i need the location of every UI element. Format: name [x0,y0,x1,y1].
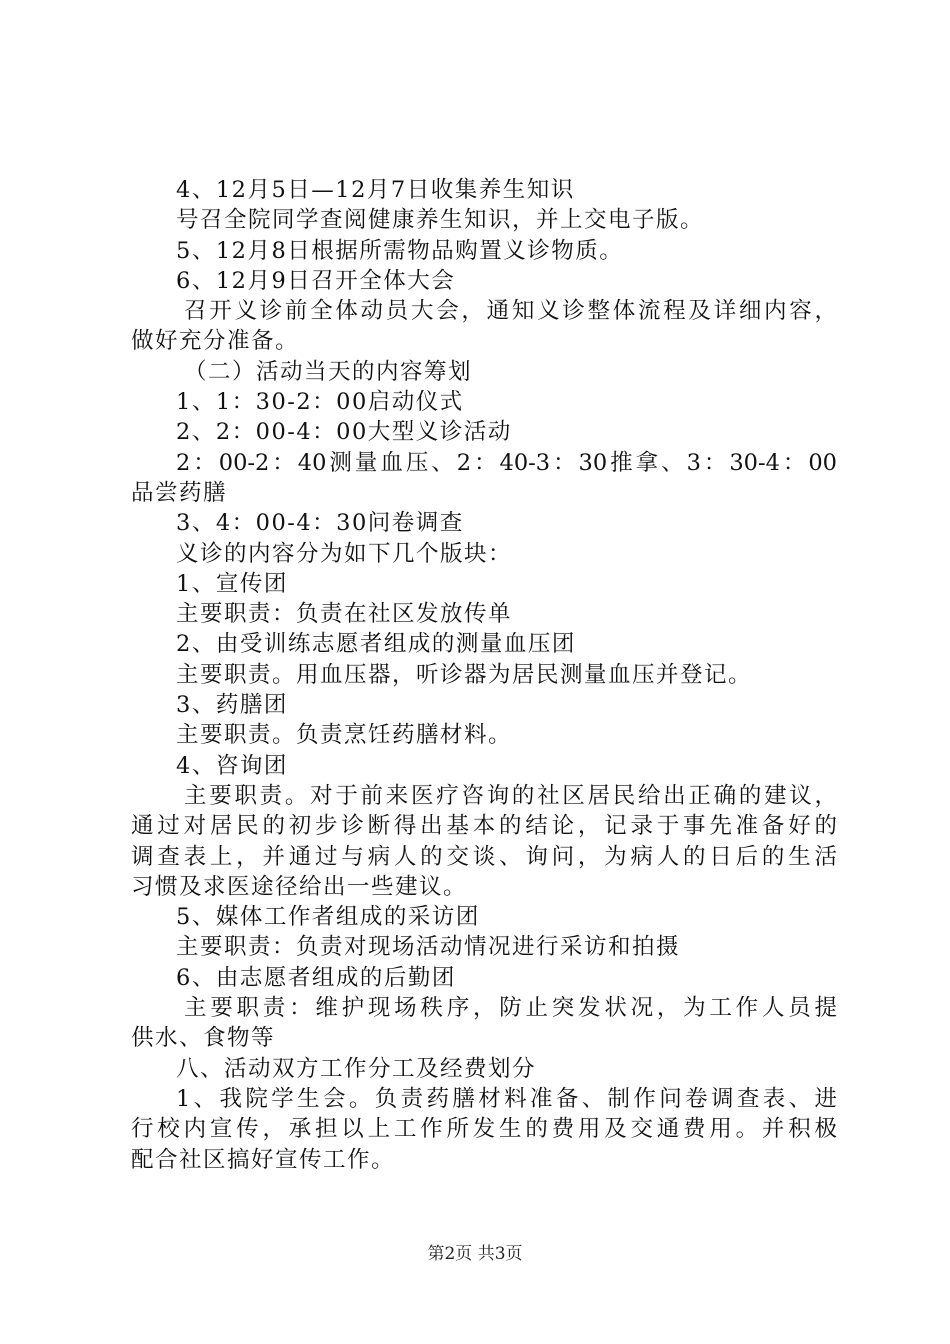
document-body [131,175,837,1175]
text-line: 调查表上，并通过与病人的交谈、询问，为病人的日后的生活 [131,843,837,870]
text-line: 召开义诊前全体动员大会，通知义诊整体流程及详细内容， [184,298,837,325]
text-line: 1、宣传团 [176,570,288,597]
text-line: 通过对居民的初步诊断得出基本的结论，记录于事先准备好的 [131,813,837,840]
page-footer: 第2页 共3页 [427,1244,523,1264]
text-line: 3、4：00-4：30问卷调查 [176,510,464,537]
text-line: 主要职责。负责烹饪药膳材料。 [176,722,513,749]
text-line: 6、12月9日召开全体大会 [176,267,456,294]
text-line: 义诊的内容分为如下几个版块： [176,540,513,567]
text-line: 品尝药膳 [131,479,228,506]
text-line: 4、12月5日—12月7日收集养生知识 [176,177,575,203]
text-line: 2、由受训练志愿者组成的测量血压团 [176,631,576,658]
text-line: 主要职责。用血压器，听诊器为居民测量血压并登记。 [176,661,753,688]
text-line: 习惯及求医途径给出一些建议。 [131,873,468,900]
text-line: 号召全院同学查阅健康养生知识，并上交电子版。 [176,207,705,234]
text-line: 2：00-2：40测量血压、2：40-3：30推拿、3：30-4：00 [176,449,837,476]
text-line: 做好充分准备。 [131,328,300,355]
text-line: 3、药膳团 [176,692,288,719]
text-line: 5、12月8日根据所需物品购置义诊物质。 [176,237,624,264]
text-line: 5、媒体工作者组成的采访团 [176,904,480,931]
text-line: 主要职责。对于前来医疗咨询的社区居民给出正确的建议， [184,782,837,809]
text-line: 供水、食物等 [131,1025,276,1052]
text-line: 4、咨询团 [176,752,288,779]
text-line: 行校内宣传，承担以上工作所发生的费用及交通费用。并积极 [131,1116,837,1143]
text-line: 主要职责：负责在社区发放传单 [176,601,513,628]
section-heading: 八、活动双方工作分工及经费划分 [176,1055,537,1082]
text-line: 1、我院学生会。负责药膳材料准备、制作问卷调查表、进 [176,1085,837,1112]
section-heading: （二）活动当天的内容筹划 [184,358,473,385]
text-line: 6、由志愿者组成的后勤团 [176,964,456,991]
text-line: 主要职责：负责对现场活动情况进行采访和拍摄 [176,934,681,961]
text-line: 主要职责：维护现场秩序，防止突发状况，为工作人员提 [184,995,837,1022]
text-line: 1、1：30-2：00启动仪式 [176,389,464,416]
text-line: 配合社区搞好宣传工作。 [131,1146,396,1173]
text-line: 2、2：00-4：00大型义诊活动 [176,419,512,446]
